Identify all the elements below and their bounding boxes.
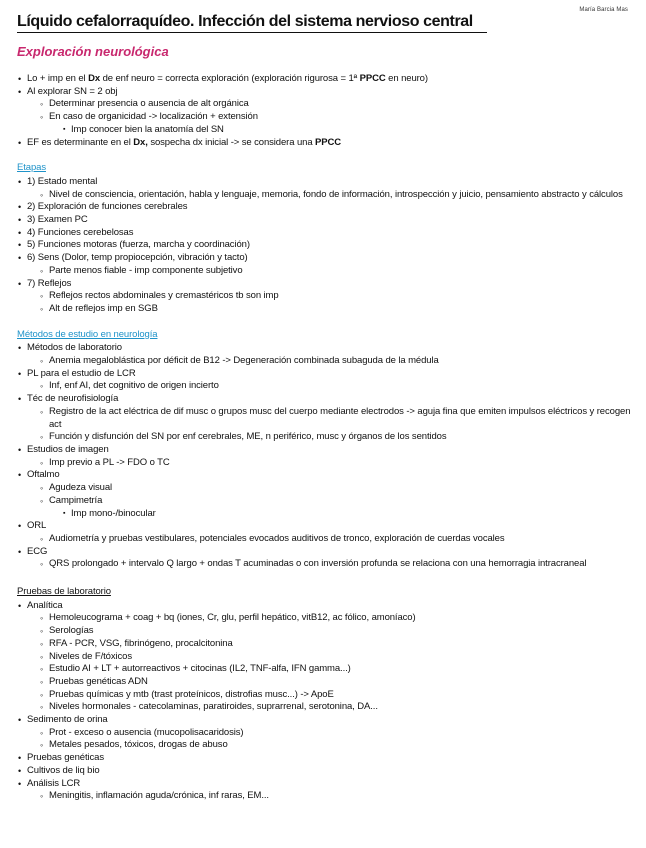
list-item: ◦ Meningitis, inflamación aguda/crónica, inf raras, EM...	[39, 790, 632, 803]
document-body	[17, 73, 632, 803]
section-subtitle: Exploración neurológica	[17, 44, 169, 59]
intro-item-dx: • Lo + imp en el Dx de enf neuro = correcta exploración (exploración rigurosa = 1ª PPCC en neuro)	[17, 73, 632, 86]
list-item: • ORL ◦ Audiometría y pruebas vestibulares, potenciales evocados auditivos de tronco, exploración de cuerdas vocales	[17, 520, 632, 545]
list-item: ◦ Agudeza visual	[39, 482, 632, 495]
list-item: • 7) Reflejos ◦ Reflejos rectos abdominales y cremastéricos tb son imp ◦ Alt de reflejos imp en SGB	[17, 278, 632, 316]
list-item: • Estudios de imagen ◦ Imp previo a PL -> FDO o TC	[17, 444, 632, 469]
list-item: ◦ Anemia megaloblástica por déficit de B12 -> Degeneración combinada subaguda de la médula	[39, 355, 632, 368]
list-item: ◦ Parte menos fiable - imp componente subjetivo	[39, 265, 632, 278]
list-item: • 3) Examen PC	[17, 214, 632, 227]
list-item: • Pruebas genéticas	[17, 752, 632, 765]
list-item: ◦ Registro de la act eléctrica de dif musc o grupos musc del cuerpo mediante electrodos -> aguja fina que emiten impulsos eléctricos y recogen act	[39, 406, 632, 431]
etapas-list	[17, 176, 632, 316]
metodos-heading: Métodos de estudio en neurología	[17, 328, 158, 340]
list-item: ◦ Imp previo a PL -> FDO o TC	[39, 457, 632, 470]
list-item: • Cultivos de liq bio	[17, 765, 632, 778]
list-item: ◦ Pruebas químicas y mtb (trast proteínicos, distrofias musc...) -> ApoE	[39, 689, 632, 702]
list-item: ◦ Determinar presencia o ausencia de alt orgánica	[39, 98, 632, 111]
list-item: ◦ Pruebas genéticas ADN	[39, 676, 632, 689]
list-item: ◦ En caso de organicidad -> localización + extensión ▪ Imp conocer bien la anatomía del SN	[39, 111, 632, 136]
list-item: • 4) Funciones cerebelosas	[17, 227, 632, 240]
list-item: • Análisis LCR ◦ Meningitis, inflamación aguda/crónica, inf raras, EM...	[17, 778, 632, 803]
list-item: ▪ Imp mono-/binocular	[61, 508, 632, 521]
list-item: • Oftalmo ◦ Agudeza visual ◦ Campimetría ▪ Imp mono-/binocular	[17, 469, 632, 520]
page-title: Líquido cefalorraquídeo. Infección del sistema nervioso central	[17, 12, 487, 33]
list-item: ◦ Serologías	[39, 625, 632, 638]
list-item: ◦ Función y disfunción del SN por enf cerebrales, ME, n periférico, musc y órganos de los sentidos	[39, 431, 632, 444]
list-item: ◦ RFA - PCR, VSG, fibrinógeno, procalcitonina	[39, 638, 632, 651]
pruebas-list	[17, 600, 632, 803]
list-item: • 1) Estado mental ◦ Nivel de consciencia, orientación, habla y lenguaje, memoria, fondo de información, introspección y juicio, pensamiento abstracto y cálculos	[17, 176, 632, 201]
intro-item-ef: • EF es determinante en el Dx, sospecha dx inicial -> se considera una PPCC	[17, 137, 632, 150]
list-item: • 5) Funciones motoras (fuerza, marcha y coordinación)	[17, 239, 632, 252]
intro-list	[17, 73, 632, 149]
list-item: • 2) Exploración de funciones cerebrales	[17, 201, 632, 214]
list-item: • Sedimento de orina ◦ Prot - exceso o ausencia (mucopolisacaridosis) ◦ Metales pesados, tóxicos, drogas de abuso	[17, 714, 632, 752]
list-item: ◦ Niveles hormonales - catecolaminas, paratiroides, suprarrenal, serotonina, DA...	[39, 701, 632, 714]
list-item: ◦ Hemoleucograma + coag + bq (iones, Cr, glu, perfil hepático, vitB12, ac fólico, amoníaco)	[39, 612, 632, 625]
list-item: ◦ Reflejos rectos abdominales y cremastéricos tb son imp	[39, 290, 632, 303]
list-item: ◦ Nivel de consciencia, orientación, habla y lenguaje, memoria, fondo de información, introspección y juicio, pensamiento abstracto y cálculos	[39, 189, 632, 202]
intro-item-objectives: • Al explorar SN = 2 obj ◦ Determinar presencia o ausencia de alt orgánica ◦ En caso de organicidad -> localización + extensión ▪ Imp conocer bien la anatomía del SN	[17, 86, 632, 137]
list-item: • 6) Sens (Dolor, temp propiocepción, vibración y tacto) ◦ Parte menos fiable - imp componente subjetivo	[17, 252, 632, 277]
list-item: ◦ QRS prolongado + intervalo Q largo + ondas T acuminadas o con inversión profunda se relaciona con una hemorragia intracraneal	[39, 558, 632, 571]
list-item: ◦ Inf, enf AI, det cognitivo de origen incierto	[39, 380, 632, 393]
list-item: ◦ Alt de reflejos imp en SGB	[39, 303, 632, 316]
list-item: ◦ Campimetría ▪ Imp mono-/binocular	[39, 495, 632, 520]
list-item: ◦ Audiometría y pruebas vestibulares, potenciales evocados auditivos de tronco, exploración de cuerdas vocales	[39, 533, 632, 546]
list-item: • Téc de neurofisiología ◦ Registro de la act eléctrica de dif musc o grupos musc del cuerpo mediante electrodos -> aguja fina que emiten impulsos eléctricos y recogen act ◦ Función y disfunción del SN por enf cerebrales, ME, n periférico, musc y órganos de los sentidos	[17, 393, 632, 444]
etapas-heading: Etapas	[17, 162, 46, 174]
author-name: María Barcia Mas	[579, 7, 628, 13]
metodos-list	[17, 342, 632, 571]
list-item: ◦ Niveles de F/tóxicos	[39, 651, 632, 664]
pruebas-heading: Pruebas de laboratorio	[17, 586, 111, 598]
list-item: ◦ Prot - exceso o ausencia (mucopolisacaridosis)	[39, 727, 632, 740]
list-item: • ECG ◦ QRS prolongado + intervalo Q largo + ondas T acuminadas o con inversión profunda se relaciona con una hemorragia intracraneal	[17, 546, 632, 571]
list-item: • Métodos de laboratorio ◦ Anemia megaloblástica por déficit de B12 -> Degeneración combinada subaguda de la médula	[17, 342, 632, 367]
list-item: ◦ Estudio AI + LT + autorreactivos + citocinas (IL2, TNF-alfa, IFN gamma...)	[39, 663, 632, 676]
list-item: ◦ Metales pesados, tóxicos, drogas de abuso	[39, 739, 632, 752]
list-item: • PL para el estudio de LCR ◦ Inf, enf AI, det cognitivo de origen incierto	[17, 368, 632, 393]
list-item: ▪ Imp conocer bien la anatomía del SN	[61, 124, 632, 137]
list-item: • Analítica ◦ Hemoleucograma + coag + bq (iones, Cr, glu, perfil hepático, vitB12, ac fólico, amoníaco) ◦ Serologías ◦ RFA - PCR, VSG, fibrinógeno, procalcitonina ◦ Niveles de F/tóxicos ◦ Estudio AI + LT + autorreactivos + citocinas (IL2, TNF-alfa, IFN gamma...) ◦ Pruebas genéticas ADN ◦ Pruebas químicas y mtb (trast proteínicos, distrofias musc...) -> ApoE ◦ Niveles hormonales - catecolaminas, paratiroides, suprarrenal, serotonina, DA...	[17, 600, 632, 714]
